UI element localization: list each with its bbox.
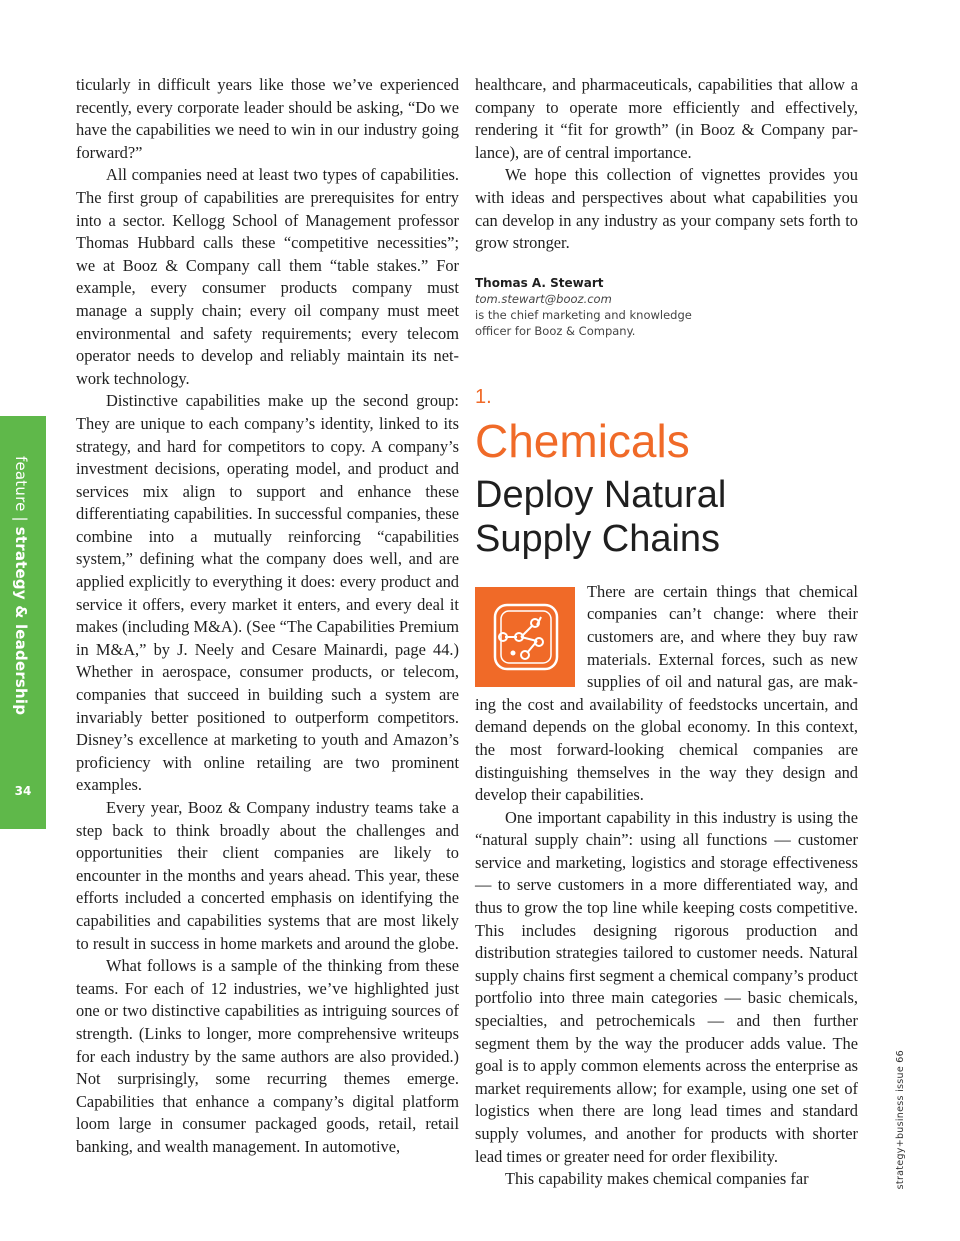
paragraph: Distinctive capabilities make up the second group: They are unique to each company’s identity, linked to its strategy, and hard for competitors to copy. A company’s investment decisions, operating model, and product and services mix align to support and enhance these differentiating capabilities. In successful companies, these combine into a mutually reinforcing “capabilities system,” defining what the company does well, and are applied explicitly to everything it does: every product and service it offers, every market it enters, and every deal it makes (including M&A). (See “The Capabilities Premium in M&A,” by J. Neely and Cesare Mainardi, page 44.) Whether in aerospace, consumer products, or telecom, companies that succeed in building such a system are invariably better positioned to outperform competitors. Disney’s excellence at marketing to youth and Amazon’s proficiency with online retailing are two prominent examples. — [76, 391, 459, 795]
left-column — [76, 74, 459, 1159]
section-category: strategy & leadership — [12, 526, 30, 716]
section-subtitle-line: Supply Chains — [475, 517, 721, 560]
author-description: is the chief marketing and knowledge — [475, 307, 692, 322]
paragraph: healthcare, and pharmaceuticals, capabilities that allow a company to operate more efficiently and effectively, rendering it “fit for growth” (in Booz & Company parlance), are of central importance. — [475, 75, 858, 162]
section-name: feature — [12, 456, 30, 512]
section-side-tab — [0, 416, 46, 829]
paragraph: We hope this collection of vignettes provides you with ideas and perspectives about what capabilities you can develop in any industry as your company sets forth to grow stronger. — [475, 165, 858, 253]
page-number: 34 — [14, 784, 32, 798]
right-column — [475, 74, 858, 1191]
publication-footer: strategy+business issue 66 — [895, 1050, 906, 1190]
author-email[interactable]: tom.stewart@booz.com — [475, 291, 612, 306]
paragraph: ticularly in difficult years like those we’ve experienced recently, every corporate leader should be asking, “Do we have the capabilities we need to win in our industry going forward?” — [76, 75, 459, 162]
paragraph: This capability makes chemical companies far — [505, 1169, 809, 1189]
section-separator: | — [12, 516, 30, 522]
molecule-network-icon — [475, 587, 575, 687]
paragraph: One important capability in this industry is using the “natural supply chain”: using all functions — customer service and marketing, logistics and storage effectiveness — to serve customers in a more differentiated way, and thus to grow the top line while keeping costs competitive. This includes designing rigorous production and distribution strategies tailored to customer needs. Natural supply chains first segment a chemical company’s product portfolio into three main categories — basic chemicals, specialties, and petrochemicals — and then further segment them by the way the producer adds value. The goal is to apply common elements across the enterprise as market requirements allow; for example, using one set of logistics when there are long lead times and standard supply volumes, and another for products with shorter lead times or greater need for order flexibility. — [475, 807, 858, 1166]
paragraph: There are certain things that chemical companies can’t change: where their customers are, and where they buy raw materials. External forces, such as new supplies of oil and natural gas, are making the cost and availability of feedstocks uncertain, and demand depends on the global economy. In this context, the most forward-looking chemical companies are distinguishing themselves in the way they design and develop their capabilities. — [475, 581, 858, 805]
paragraph: What follows is a sample of the thinking from these teams. For each of 12 industries, we’ve highlighted just one or two distinctive capabilities as intriguing sources of strength. (Links to longer, more comprehensive writeups for each industry by the same authors are also provided.) Not surprisingly, some recurring themes emerge. Capabilities that enhance a company’s digital platform loom large in consumer packaged goods, retail, retail banking, and wealth management. In automotive, — [76, 956, 459, 1156]
section-title: Chemicals — [475, 414, 690, 467]
author-byline — [475, 275, 858, 339]
section-body — [475, 581, 858, 1191]
section-subtitle — [475, 473, 858, 561]
section-subtitle-line: Deploy Natural — [475, 473, 727, 516]
section-number: 1. — [475, 385, 492, 408]
author-description: officer for Booz & Company. — [475, 323, 636, 338]
section-label — [12, 456, 30, 715]
paragraph: Every year, Booz & Company industry teams take a step back to think broadly about the challenges and opportunities their client companies are likely to encounter in the months and years ahead. This year, these efforts included a concerted emphasis on identifying the capabilities and capabilities systems that are most likely to result in success in home markets and around the globe. — [76, 798, 459, 953]
paragraph: All companies need at least two types of capabilities. The first group of capabilities are prerequisites for entry into a sector. Kellogg School of Management professor Thomas Hubbard calls these “competitive necessities”; we at Booz & Company call them “table stakes.” For example, every consumer products company must manage a supply chain; every oil company must meet environmental and safety requirements; every telecom operator needs to develop and reliably maintain its network technology. — [76, 165, 459, 388]
author-name: Thomas A. Stewart — [475, 275, 604, 290]
